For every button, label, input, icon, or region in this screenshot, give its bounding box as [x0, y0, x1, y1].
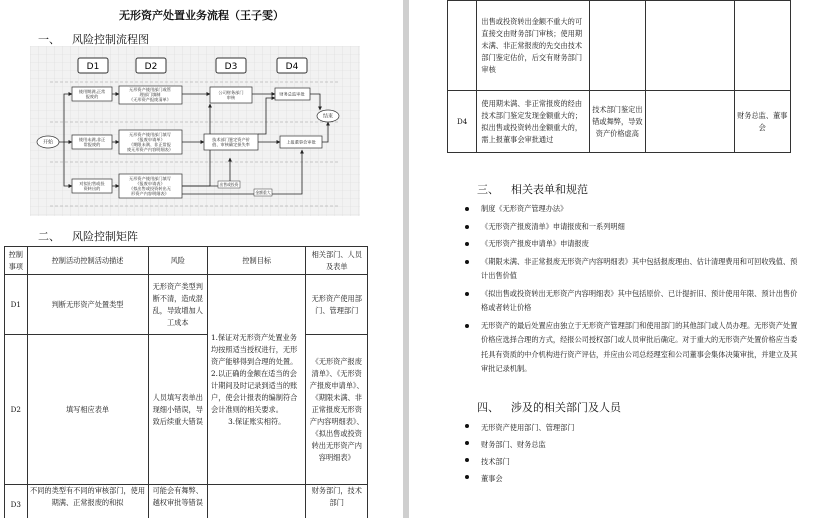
cont-dept — [734, 1, 790, 91]
row-d4-desc: 使用期未满、非正常报废的经由技术部门鉴定发现金额重大的；拟出售或投资转出金额重大的，需上报董事会审批通过 — [477, 91, 589, 153]
row-d1-desc: 判断无形资产处置类型 — [27, 275, 148, 335]
row-d4-objective — [646, 91, 734, 153]
row-d3-risk: 可能会有舞弊、越权审批等错误 — [148, 485, 207, 518]
list-item: 《期限未满、非正常报废无形资产内容明细表》其中包括报废理由、估计清理费用和可回收残值、预计出售价值 — [481, 255, 801, 284]
th-item: 控制事项 — [5, 247, 28, 275]
lane-d2-label: D2 — [144, 62, 158, 72]
box-d2b-line1: 无形资产使用部门填写 — [129, 132, 171, 137]
page-left — [0, 0, 403, 518]
table-row — [448, 1, 791, 91]
box-d3a-line2: 审核 — [226, 95, 236, 100]
lane-d3-label: D3 — [224, 62, 238, 72]
row-d1-dept: 无形资产使用部门、管理部门 — [306, 275, 368, 335]
box-d4b-line1: 上报董事会审批 — [286, 139, 316, 145]
label-sale: 出售或投资 — [219, 182, 239, 187]
list-item: 董事会 — [481, 470, 801, 487]
table-row — [5, 275, 368, 335]
box-d1-abnormal-line2: 常报废的 — [83, 142, 101, 147]
box-d2c-line4: 形资产内容明细表》 — [131, 191, 169, 196]
box-d1-sale-line1: 对拟出售或投 — [79, 181, 105, 186]
row-d3-desc: 不同的类型有不同的审核部门，使用期满、正常报废的和拟 — [27, 485, 148, 518]
row-d4-id: D4 — [448, 91, 477, 153]
flowchart — [30, 46, 360, 216]
row-d3-objective — [208, 485, 306, 518]
list-item: 无形资产的最后处置应由独立于无形资产管理部门和使用部门的其他部门或人员办理。无形资产处置价格应选择合理的方式，经报公司授权部门或人员审批后确定。对于重大的无形资产处置价格应当委托具有资质的中介机构进行资产评估，并应由公司总经理室和公司董事会集体决策审批，并建立及其审批记录机制。 — [481, 319, 801, 377]
section-2-heading: 二、 风险控制矩阵 — [38, 230, 138, 243]
lane-d4-label: D4 — [285, 62, 299, 72]
section-4-heading: 四、 涉及的相关部门及人员 — [477, 401, 621, 414]
box-d1-expired-line1: 使用期满,正常 — [78, 89, 106, 94]
box-d2c-line1: 无形资产使用部门填写 — [129, 176, 171, 181]
box-d1-expired-line2: 报废的 — [85, 94, 99, 99]
table-row — [448, 91, 791, 153]
th-dept: 相关部门、人员及表单 — [306, 247, 368, 275]
objective-2: 2.以正确的金额在适当的会计期间及时记录到适当的账户，使会计报表的编制符合会计准则的相关要求。 — [211, 368, 298, 414]
box-d1-abnormal-line1: 使用未满,非正 — [78, 137, 106, 142]
cont-objective — [646, 1, 734, 91]
objective-1: 1.保证对无形资产处置业务均按照适当授权进行，无形资产能够得到合理的处置。 — [211, 332, 298, 366]
cont-id — [448, 1, 477, 91]
row-d2-id: D2 — [5, 335, 28, 485]
control-objective-cell — [208, 275, 306, 485]
cont-risk — [589, 1, 645, 91]
th-risk: 风险 — [148, 247, 207, 275]
row-d1-risk: 无形资产类型判断不清，造成混乱，导致增加人工成本 — [148, 275, 207, 335]
label-major: 金额重大 — [255, 190, 271, 195]
risk-matrix-continued — [447, 0, 791, 153]
list-item: 《拟出售或投资转出无形资产内容明细表》其中包括原价、已计提折旧、预计使用年限、预计出售价格或者转让价格 — [481, 287, 801, 316]
row-d2-risk: 人员填写表单出现细小错误，导致后续重大错误 — [148, 335, 207, 485]
row-d2-desc: 填写相应表单 — [27, 335, 148, 485]
box-d2b-line3: 《期限未满、非正常报 — [129, 142, 171, 147]
box-d4a-line1: 财务总监审批 — [279, 91, 305, 97]
risk-matrix-table — [4, 246, 368, 518]
box-d3a-line1: 公司财务部门 — [218, 90, 244, 95]
document-title: 无形资产处置业务流程（王子雯） — [119, 9, 284, 22]
objective-3: 3.保证账实相符。 — [228, 416, 286, 426]
cont-desc: 出售或投资转出金额不重大的可直接交由财务部门审核；使用期未满、非正常报废的先交由技术部门鉴定估价，后交有财务部门审核 — [477, 1, 589, 91]
list-item: 技术部门 — [481, 453, 801, 470]
list-item: 无形资产使用部门、管理部门 — [481, 419, 801, 436]
row-d1-id: D1 — [5, 275, 28, 335]
forms-list — [481, 202, 801, 377]
end-label: 结束 — [322, 113, 334, 120]
list-item: 《无形资产报废申请单》申请报废 — [481, 237, 801, 252]
row-d3-dept: 财务部门，技术部门 — [306, 485, 368, 518]
row-d4-dept: 财务总监、董事会 — [734, 91, 790, 153]
row-d2-dept: 《无形资产报废清单》、《无形资产报废申请单》、《期限未满、非正常报废无形资产内容明细表》、《拟出售或投资转出无形资产内容明细表》 — [306, 335, 368, 485]
box-d2c-line3: 《拟出售或投资转出无 — [129, 186, 171, 191]
table-row — [5, 485, 368, 518]
box-d2a-line3: 《无形资产报废清单》 — [129, 97, 171, 102]
box-d2b-line4: 废无形资产内容明细表》 — [126, 147, 174, 152]
lane-d1-label: D1 — [86, 62, 100, 72]
box-d2b-line2: 《报废申请单》 — [135, 137, 165, 142]
page-right — [409, 0, 814, 518]
box-d1-sale-line2: 资转出的 — [83, 186, 101, 191]
flowchart-svg — [30, 46, 360, 216]
table-header-row — [5, 247, 368, 275]
box-d3b-line1: 技术部门鉴定资产价 — [212, 137, 250, 142]
dept-list — [481, 419, 801, 487]
table-row — [5, 335, 368, 485]
row-d4-risk: 技术部门鉴定出错或舞弊，导致资产价格虚高 — [589, 91, 645, 153]
box-d2a-line2: 理部门填制 — [139, 92, 161, 97]
list-item: 财务部门、财务总监 — [481, 436, 801, 453]
th-desc: 控制活动控制活动描述 — [27, 247, 148, 275]
box-d2a-line1: 无形资产使用部门或管 — [129, 87, 171, 92]
section-1-heading: 一、 风险控制流程图 — [38, 33, 149, 46]
start-label: 开始 — [42, 139, 54, 146]
box-d2c-line2: 《报废申请表》 — [135, 181, 165, 186]
list-item: 《无形资产报废清单》申请报废和一系列明细 — [481, 220, 801, 235]
list-item: 制度《无形资产管理办法》 — [481, 202, 801, 217]
section-3-heading: 三、 相关表单和规范 — [477, 183, 588, 196]
th-objective: 控制目标 — [208, 247, 306, 275]
row-d3-id: D3 — [5, 485, 28, 518]
box-d3b-line2: 值、审核确定损失率 — [212, 142, 250, 147]
